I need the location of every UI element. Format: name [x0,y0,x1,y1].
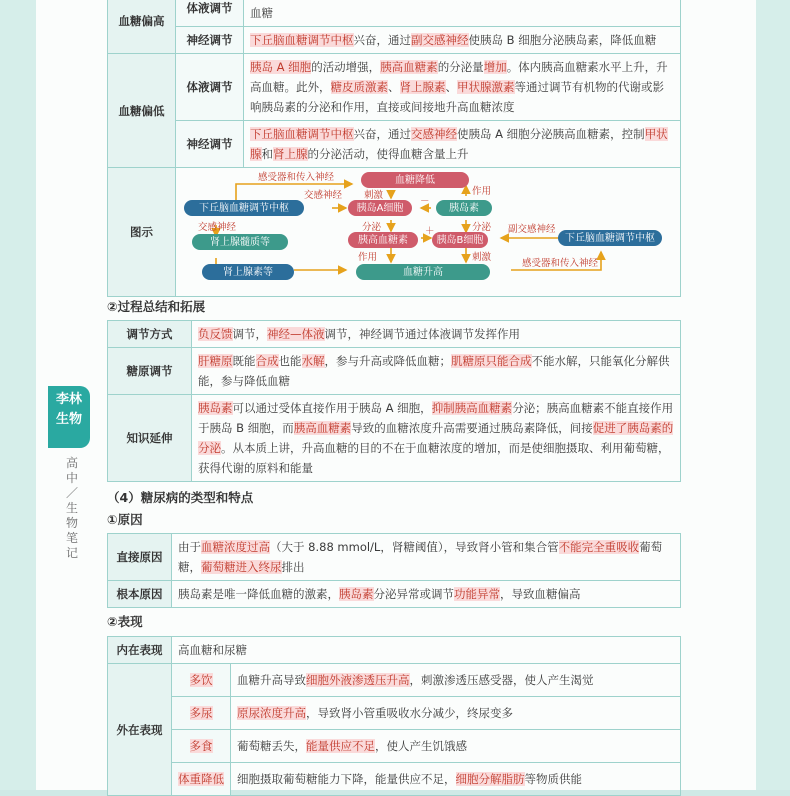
label-receptor1: 感受器和传入神经 [258,172,335,183]
section-title-summary: ②过程总结和拓展 [107,299,206,314]
table-row [108,27,681,54]
table-row [108,348,681,395]
cause-table [107,533,681,608]
regulation-table [107,0,681,297]
label-parasymp: 副交感神经 [508,224,556,235]
table-row [108,54,681,121]
table-row [108,730,681,763]
sidebar-tab-line2: 生物 [55,412,82,427]
label-stim1: 刺激 [364,190,384,201]
table-row [108,581,681,608]
cell-text: 葡萄糖丢失，能量供应不足，使人产生饥饿感 [231,730,681,763]
cell-text: 血糖 [244,0,681,27]
label-minus: － [420,196,430,207]
table-row [108,168,681,297]
table-row [108,0,681,27]
row-label-root: 根本原因 [108,581,172,608]
section-title-diabetes: （4）糖尿病的类型和特点 [107,490,254,505]
cell-text: 由于血糖浓度过高（大于 8.88 mmol/L，肾糖阈值），导致肾小管和集合管不能完全重吸收葡萄糖，葡萄糖进入终尿排出 [172,534,681,581]
label-beta: 胰岛B细胞 [436,235,484,246]
label-secrete1: 分泌 [362,222,382,233]
row-label-direct: 直接原因 [108,534,172,581]
label-symp2: 交感神经 [198,222,237,233]
label-drop: 血糖降低 [395,175,435,186]
symptom-table [107,636,681,796]
sub-label: 体液调节 [176,0,244,27]
label-insulin: 胰岛素 [449,203,479,214]
cell-text: 胰岛素是唯一降低血糖的激素，胰岛素分泌异常或调节功能异常，导致血糖偏高 [172,581,681,608]
page-edge-left [0,0,36,790]
label-glucagon: 胰高血糖素 [358,235,408,246]
row-label-low: 血糖偏低 [108,54,176,168]
table-row [108,697,681,730]
cell-text: 负反馈调节，神经—体液调节，神经调节通过体液调节发挥作用 [192,321,681,348]
section-subtitle-symptom: ②表现 [107,614,143,629]
section-subtitle-cause: ①原因 [107,512,143,527]
row-label-diagram: 图示 [108,168,176,297]
sub-label-urine: 多尿 [172,697,231,730]
label-symp: 交感神经 [304,190,343,201]
row-label-mode: 调节方式 [108,321,192,348]
table-row [108,121,681,168]
sub-label: 体液调节 [176,54,244,121]
sidebar-vertical-label: 高中／生物笔记 [65,456,78,560]
sub-label-drink: 多饮 [172,664,231,697]
table-row [108,534,681,581]
cell-text: 胰岛素可以通过受体直接作用于胰岛 A 细胞，抑制胰高血糖素分泌；胰高血糖素不能直接作用于胰岛 B 细胞，而胰高血糖素导致的血糖浓度升高需要通过胰岛素降低，间接促进了胰岛素的分泌。从本质上讲，升高血糖的目的不在于血糖浓度的增加，而是使细胞摄取、利用葡萄糖，获得代谢的原料和能量 [192,395,681,482]
cell-text: 下丘脑血糖调节中枢兴奋，通过交感神经使胰岛 A 细胞分泌胰高血糖素，控制甲状腺和肾上腺的分泌活动，使得血糖含量上升 [244,121,681,168]
label-plus: ＋ [425,226,435,237]
sub-label-eat: 多食 [172,730,231,763]
cell-text: 下丘脑血糖调节中枢兴奋，通过副交感神经使胰岛 B 细胞分泌胰岛素，降低血糖 [244,27,681,54]
diagram-cell [176,168,681,297]
table-row [108,395,681,482]
cell-text: 高血糖和尿糖 [172,637,681,664]
sidebar-tab [48,386,90,448]
label-medulla: 肾上腺髓质等 [210,237,270,248]
sub-label-weight: 体重降低 [172,763,231,796]
row-label-outer: 外在表现 [108,664,172,796]
row-label-glycogen: 糖原调节 [108,348,192,395]
row-label-extend: 知识延伸 [108,395,192,482]
label-receptor2: 感受器和传入神经 [522,258,599,269]
table-row [108,763,681,796]
sub-label: 神经调节 [176,121,244,168]
label-adrenaline: 肾上腺素等 [223,267,273,278]
cell-text: 细胞摄取葡萄糖能力下降，能量供应不足，细胞分解脂肪等物质供能 [231,763,681,796]
row-label-high: 血糖偏高 [108,0,176,54]
table-row [108,637,681,664]
cell-text: 血糖升高导致细胞外液渗透压升高，刺激渗透压感受器，使人产生渴觉 [231,664,681,697]
label-act2: 作用 [358,252,378,263]
sidebar-tab-line1: 李林 [55,392,82,407]
row-label-inner: 内在表现 [108,637,172,664]
label-stim2: 刺激 [472,252,492,263]
cell-text: 原尿浓度升高，导致肾小管重吸收水分减少，终尿变多 [231,697,681,730]
label-hypo-left: 下丘脑血糖调节中枢 [199,203,289,214]
table-row [108,664,681,697]
summary-table [107,320,681,482]
label-secrete2: 分泌 [472,222,492,233]
label-hypo-right: 下丘脑血糖调节中枢 [565,233,655,244]
page-edge-right [756,0,790,790]
sub-label: 神经调节 [176,27,244,54]
label-act1: 作用 [472,186,492,197]
label-rise: 血糖升高 [403,267,443,278]
cell-text: 肝糖原既能合成也能水解，参与升高或降低血糖；肌糖原只能合成不能水解，只能氧化分解供能，参与降低血糖 [192,348,681,395]
cell-text: 胰岛 A 细胞的活动增强，胰高血糖素的分泌量增加。体内胰高血糖素水平上升，升高血糖。此外，糖皮质激素、肾上腺素、甲状腺激素等通过调节有机物的代谢或影响胰岛素的分泌和作用，直接或间接地升高血糖浓度 [244,54,681,121]
label-alpha: 胰岛A细胞 [356,203,404,214]
table-row [108,321,681,348]
regulation-diagram [176,168,680,296]
